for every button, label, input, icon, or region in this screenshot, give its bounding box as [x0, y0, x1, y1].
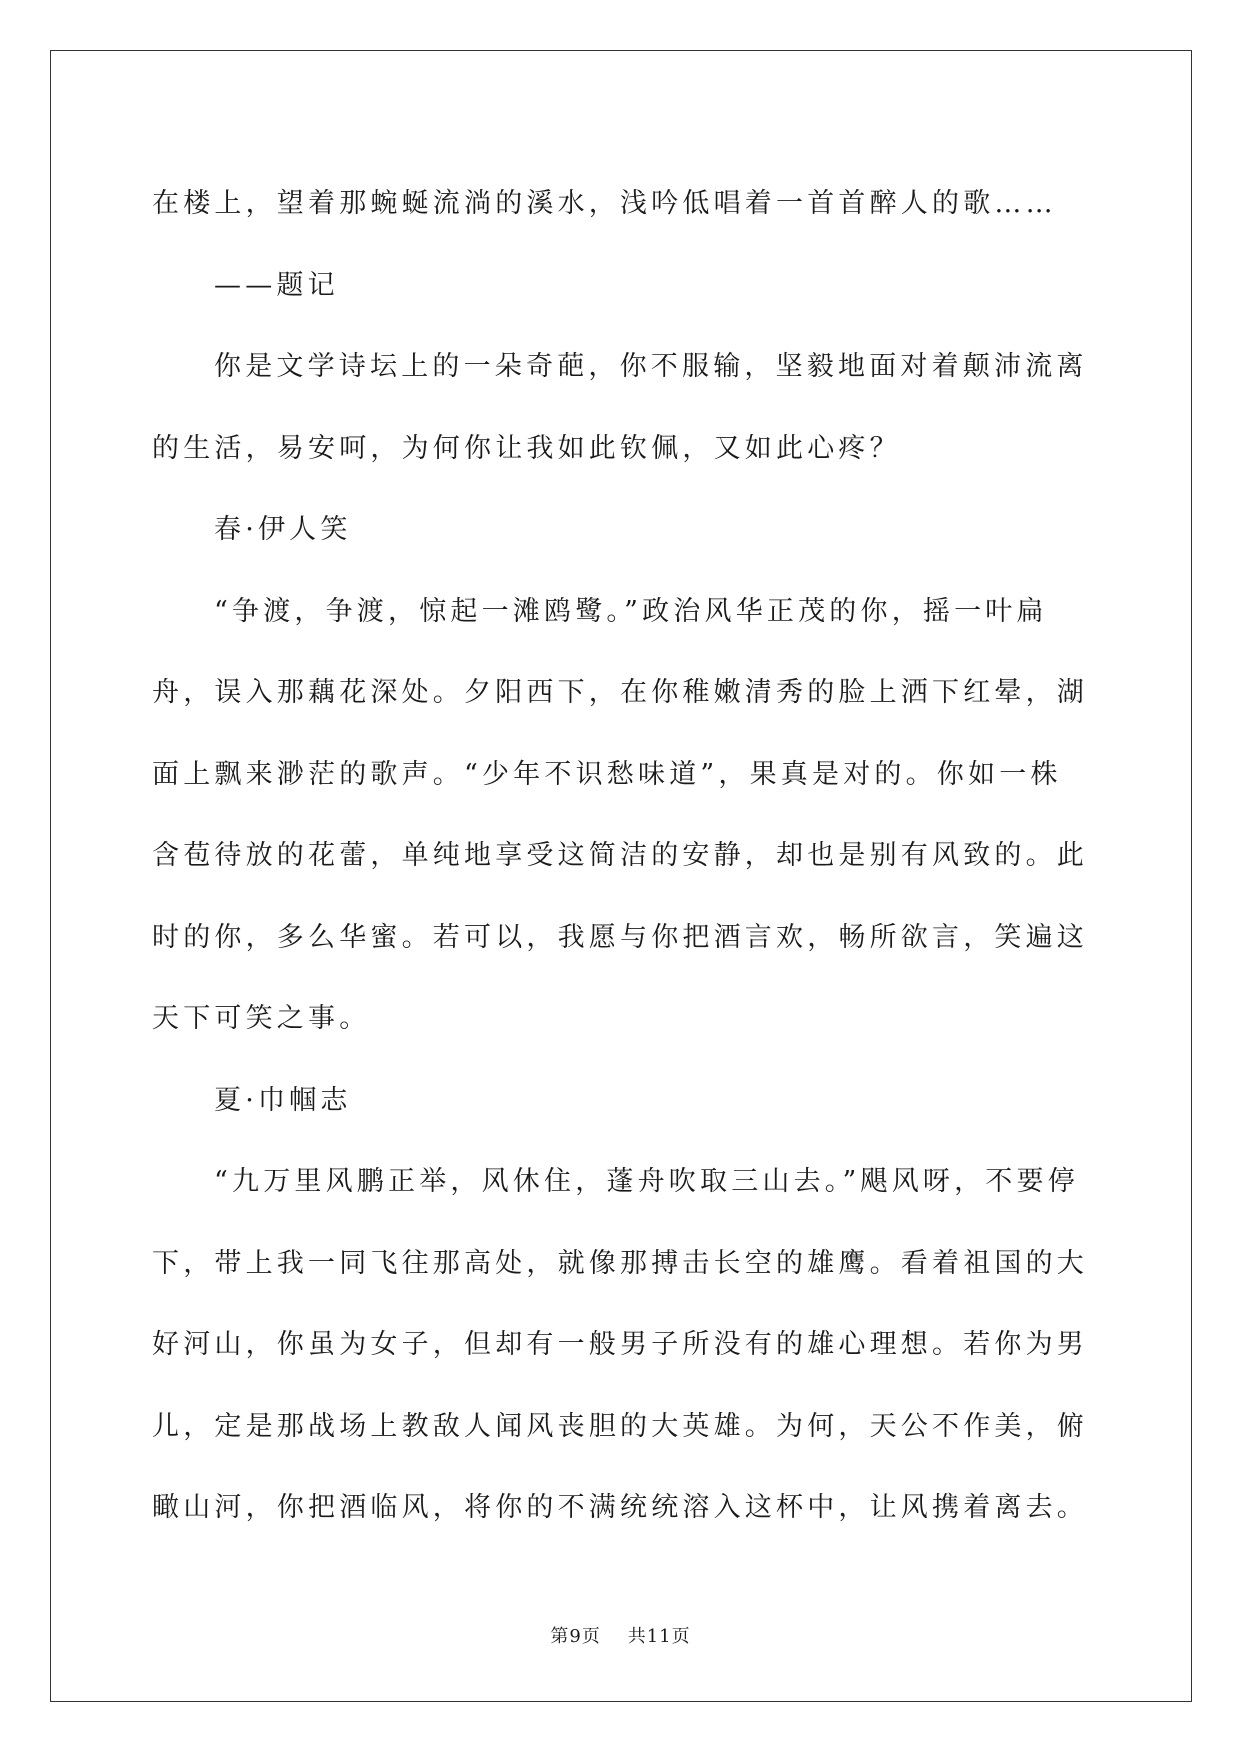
page-total: 共11页	[627, 1626, 691, 1647]
page-footer	[0, 1622, 1241, 1648]
document-body	[152, 163, 1092, 1549]
spring-paragraph: “争渡，争渡，惊起一滩鸥鹭。”政治风华正茂的你，摇一叶扁舟，误入那藕花深处。夕阳西下，在你稚嫩清秀的脸上洒下红晕，湖面上飘来渺茫的歌声。“少年不识愁味道”，果真是对的。你如一株含苞待放的花蕾，单纯地享受这简洁的安静，却也是别有风致的。此时的你，多么华蜜。若可以，我愿与你把酒言欢，畅所欲言，笑遍这天下可笑之事。	[152, 595, 1088, 1034]
summer-paragraph: “九万里风鹏正举，风休住，蓬舟吹取三山去。”飓风呀，不要停下，带上我一同飞往那高处，就像那搏击长空的雄鹰。看着祖国的大好河山，你虽为女子，但却有一般男子所没有的雄心理想。若你为男儿，定是那战场上教敌人闻风丧胆的大英雄。为何，天公不作美，俯瞰山河，你把酒临风，将你的不满统统溶入这杯中，让风携着离去。	[152, 1166, 1088, 1523]
page-number: 第9页	[550, 1626, 601, 1647]
epigraph-attribution: ——题记	[214, 269, 339, 301]
section-heading-spring: 春·伊人笑	[214, 514, 352, 545]
intro-paragraph: 你是文学诗坛上的一朵奇葩，你不服输，坚毅地面对着颠沛流离的生活，易安呵，为何你让我如此钦佩，又如此心疼？	[152, 351, 1088, 464]
section-heading-summer: 夏·巾帼志	[214, 1084, 352, 1116]
epigraph-line: 在楼上，望着那蜿蜒流淌的溪水，浅吟低唱着一首首醉人的歌……	[152, 188, 1057, 219]
